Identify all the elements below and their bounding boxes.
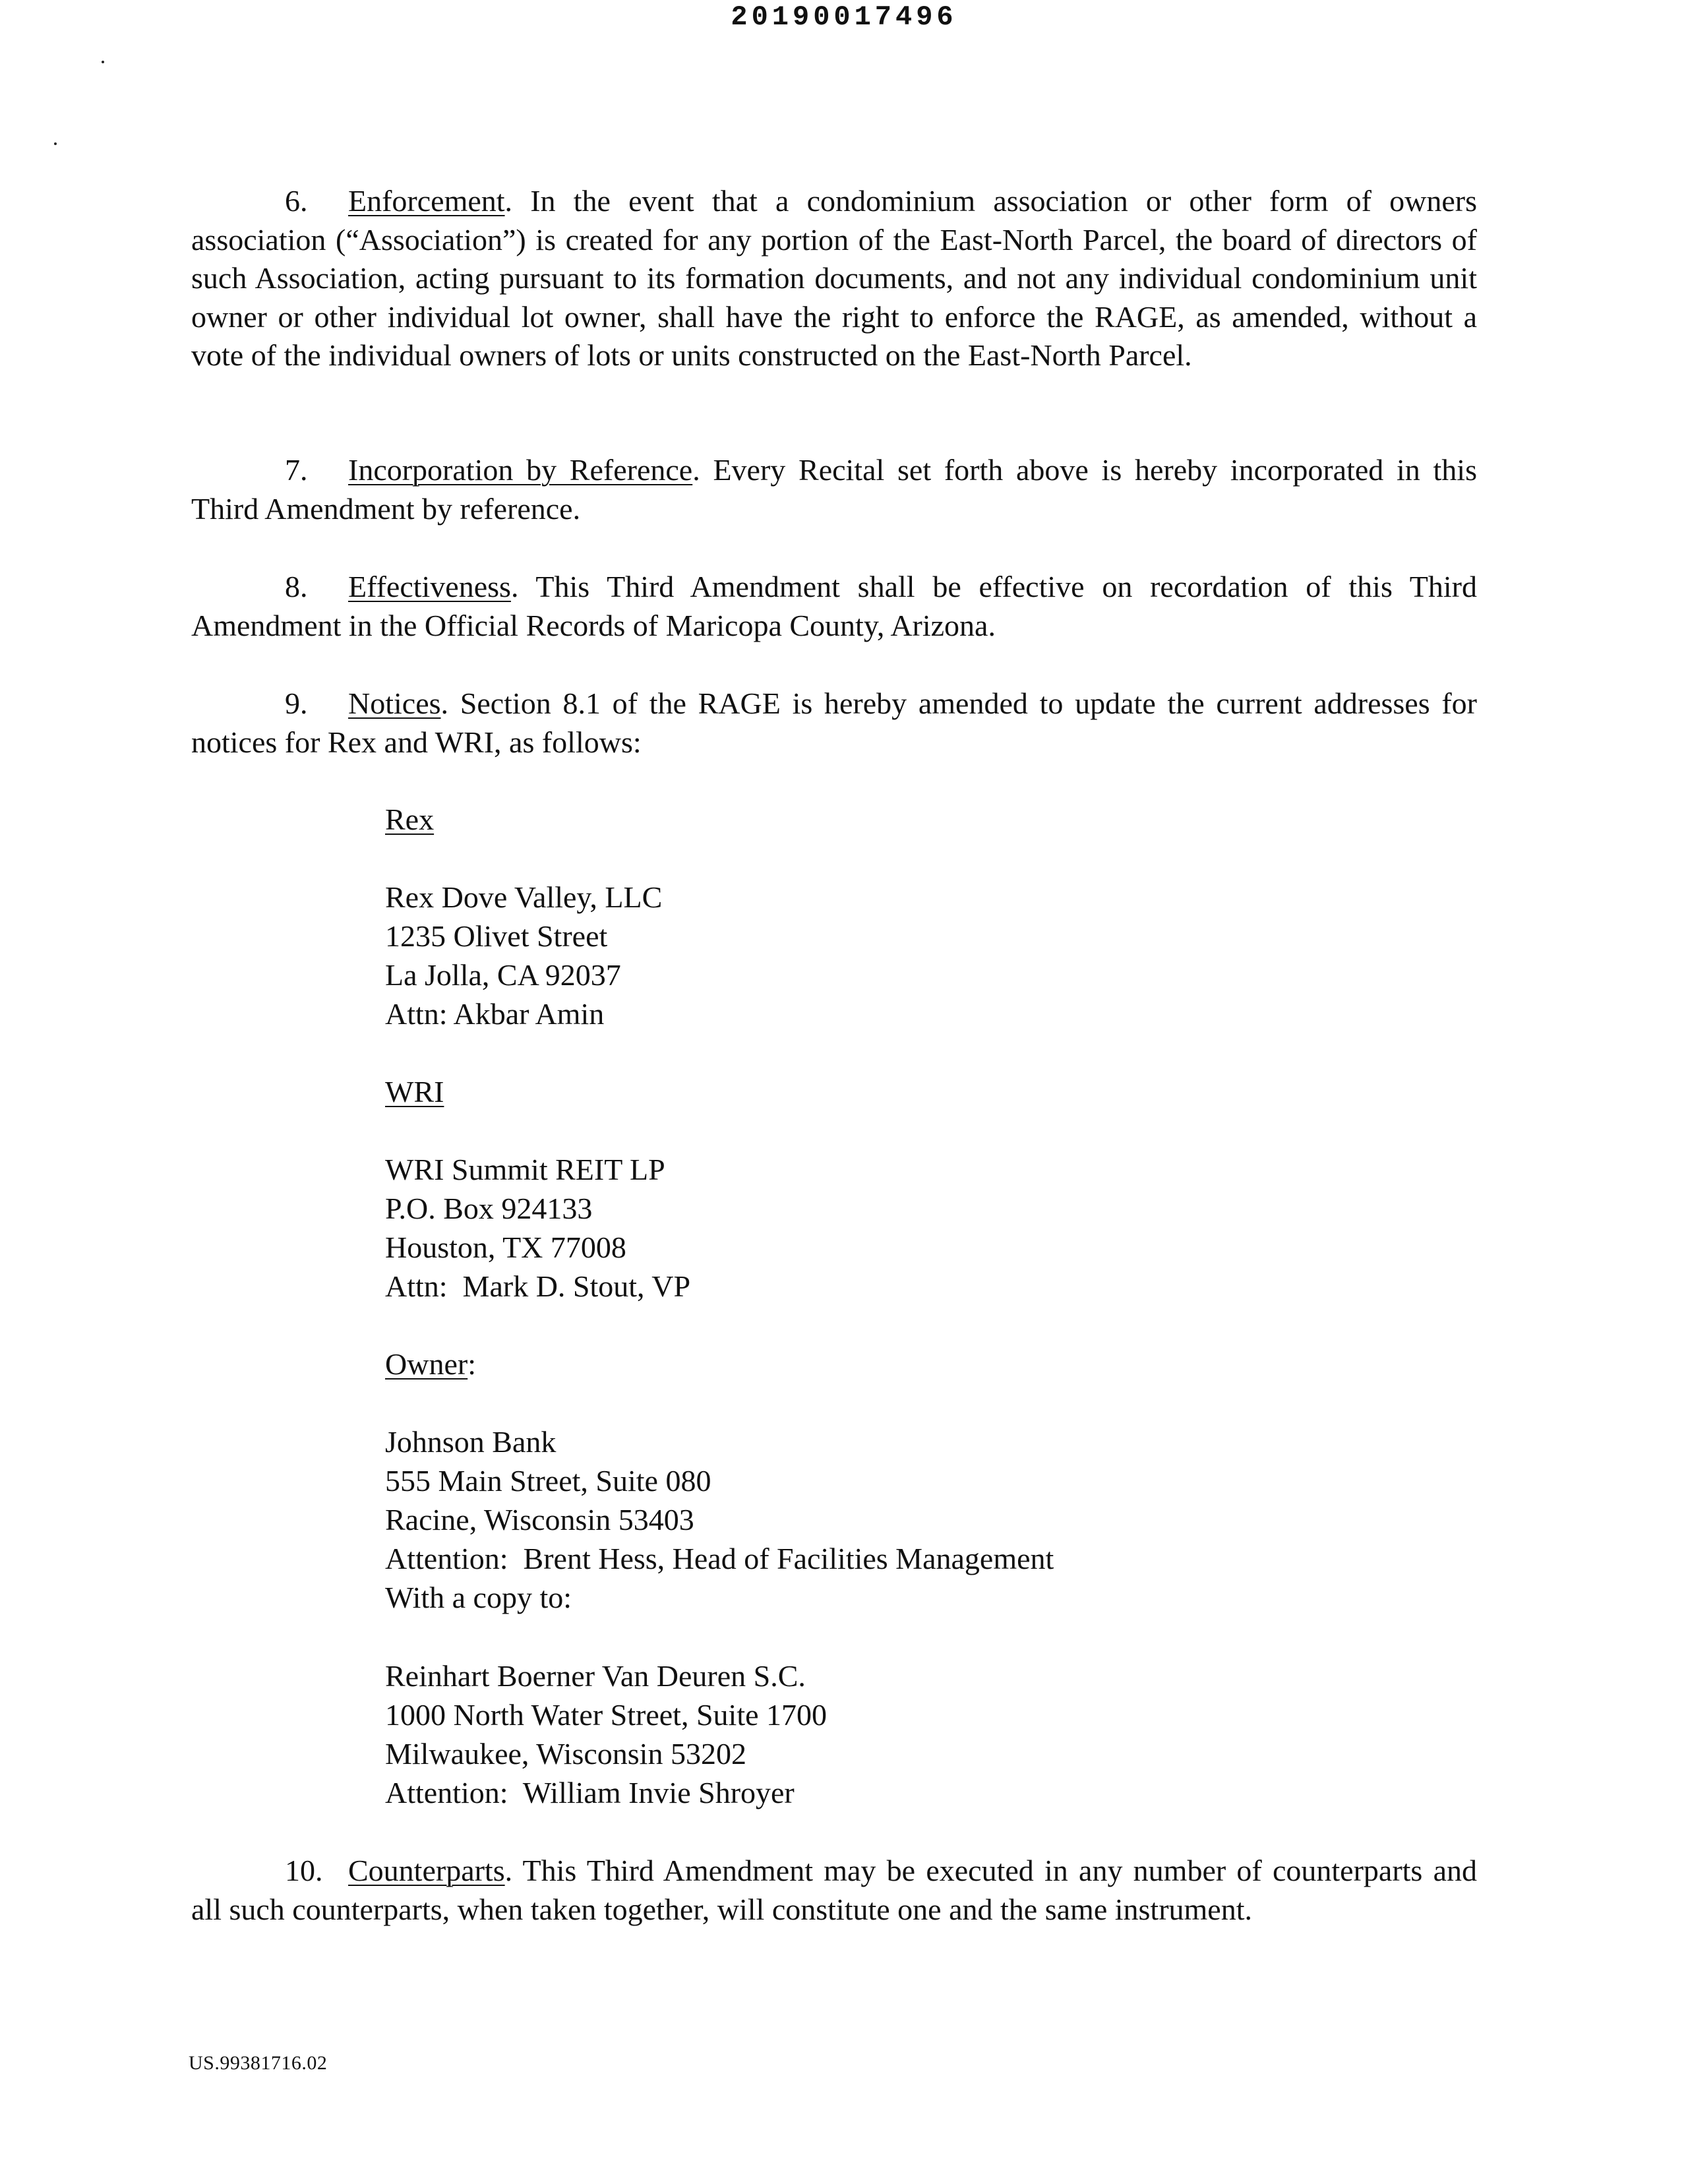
- address-line: Racine, Wisconsin 53403: [385, 1503, 694, 1536]
- section-counterparts: [191, 1852, 1477, 1929]
- section-effectiveness: [191, 568, 1477, 645]
- address-line: Houston, TX 77008: [385, 1230, 626, 1264]
- address-line: Milwaukee, Wisconsin 53202: [385, 1737, 746, 1771]
- section-enforcement: [191, 182, 1477, 375]
- wri-address: [385, 1150, 690, 1306]
- scan-speck: [102, 61, 104, 63]
- rex-address: [385, 878, 662, 1033]
- address-line: 1235 Olivet Street: [385, 919, 608, 953]
- section-text: . In the event that a condominium association or other form of owners association (“Association”) is created for any portion of the East-North Parcel, the board of directors of such Association, acting pursuant to its formation documents, and not any individual condominium unit owner or other individual lot owner, shall have the right to enforce the RAGE, as amended, without a vote of the individual owners of lots or units constructed on the East-North Parcel.: [191, 184, 1477, 372]
- section-notices: [191, 684, 1477, 762]
- address-line: 555 Main Street, Suite 080: [385, 1464, 711, 1498]
- scan-speck: [54, 142, 57, 145]
- copy-to-address: [385, 1656, 827, 1812]
- address-line: Attn: Mark D. Stout, VP: [385, 1269, 691, 1303]
- address-line: P.O. Box 924133: [385, 1192, 593, 1225]
- address-line: Johnson Bank: [385, 1425, 557, 1459]
- section-heading: Notices: [348, 686, 441, 720]
- address-line: With a copy to:: [385, 1581, 572, 1614]
- address-line: Rex Dove Valley, LLC: [385, 880, 663, 914]
- section-heading: Counterparts: [348, 1854, 505, 1887]
- section-text: . This Third Amendment shall be effective on recordation of this Third Amendment in the Official Records of Maricopa County, Arizona.: [191, 570, 1477, 642]
- address-line: Reinhart Boerner Van Deuren S.C.: [385, 1659, 806, 1693]
- section-heading: Enforcement: [348, 184, 505, 218]
- address-line: La Jolla, CA 92037: [385, 958, 621, 992]
- section-number: 9.: [285, 686, 308, 720]
- rex-label: Rex: [385, 803, 435, 836]
- section-heading: Incorporation by Reference: [348, 453, 693, 487]
- section-text: . Section 8.1 of the RAGE is hereby amended to update the current addresses for notices for Rex and WRI, as follows:: [191, 686, 1477, 759]
- address-line: 1000 North Water Street, Suite 1700: [385, 1698, 828, 1732]
- wri-label: WRI: [385, 1075, 444, 1108]
- address-line: Attention: William Invie Shroyer: [385, 1776, 795, 1809]
- owner-label: Owner:: [385, 1347, 476, 1381]
- address-line: Attn: Akbar Amin: [385, 997, 605, 1031]
- section-number: 7.: [285, 453, 308, 487]
- section-text: . Every Recital set forth above is hereby incorporated in this Third Amendment by reference.: [191, 453, 1477, 526]
- owner-address: [385, 1422, 1054, 1617]
- section-number: 6.: [285, 184, 308, 218]
- footer-document-id: US.99381716.02: [189, 2052, 328, 2074]
- address-line: Attention: Brent Hess, Head of Facilities Management: [385, 1542, 1054, 1575]
- section-number: 10.: [285, 1854, 323, 1887]
- document-number: 20190017496: [731, 1, 957, 33]
- section-number: 8.: [285, 570, 308, 603]
- section-text: . This Third Amendment may be executed in any number of counterparts and all such counterparts, when taken together, will constitute one and the same instrument.: [191, 1854, 1477, 1926]
- section-heading: Effectiveness: [348, 570, 511, 603]
- section-incorporation: [191, 451, 1477, 528]
- address-line: WRI Summit REIT LP: [385, 1153, 665, 1186]
